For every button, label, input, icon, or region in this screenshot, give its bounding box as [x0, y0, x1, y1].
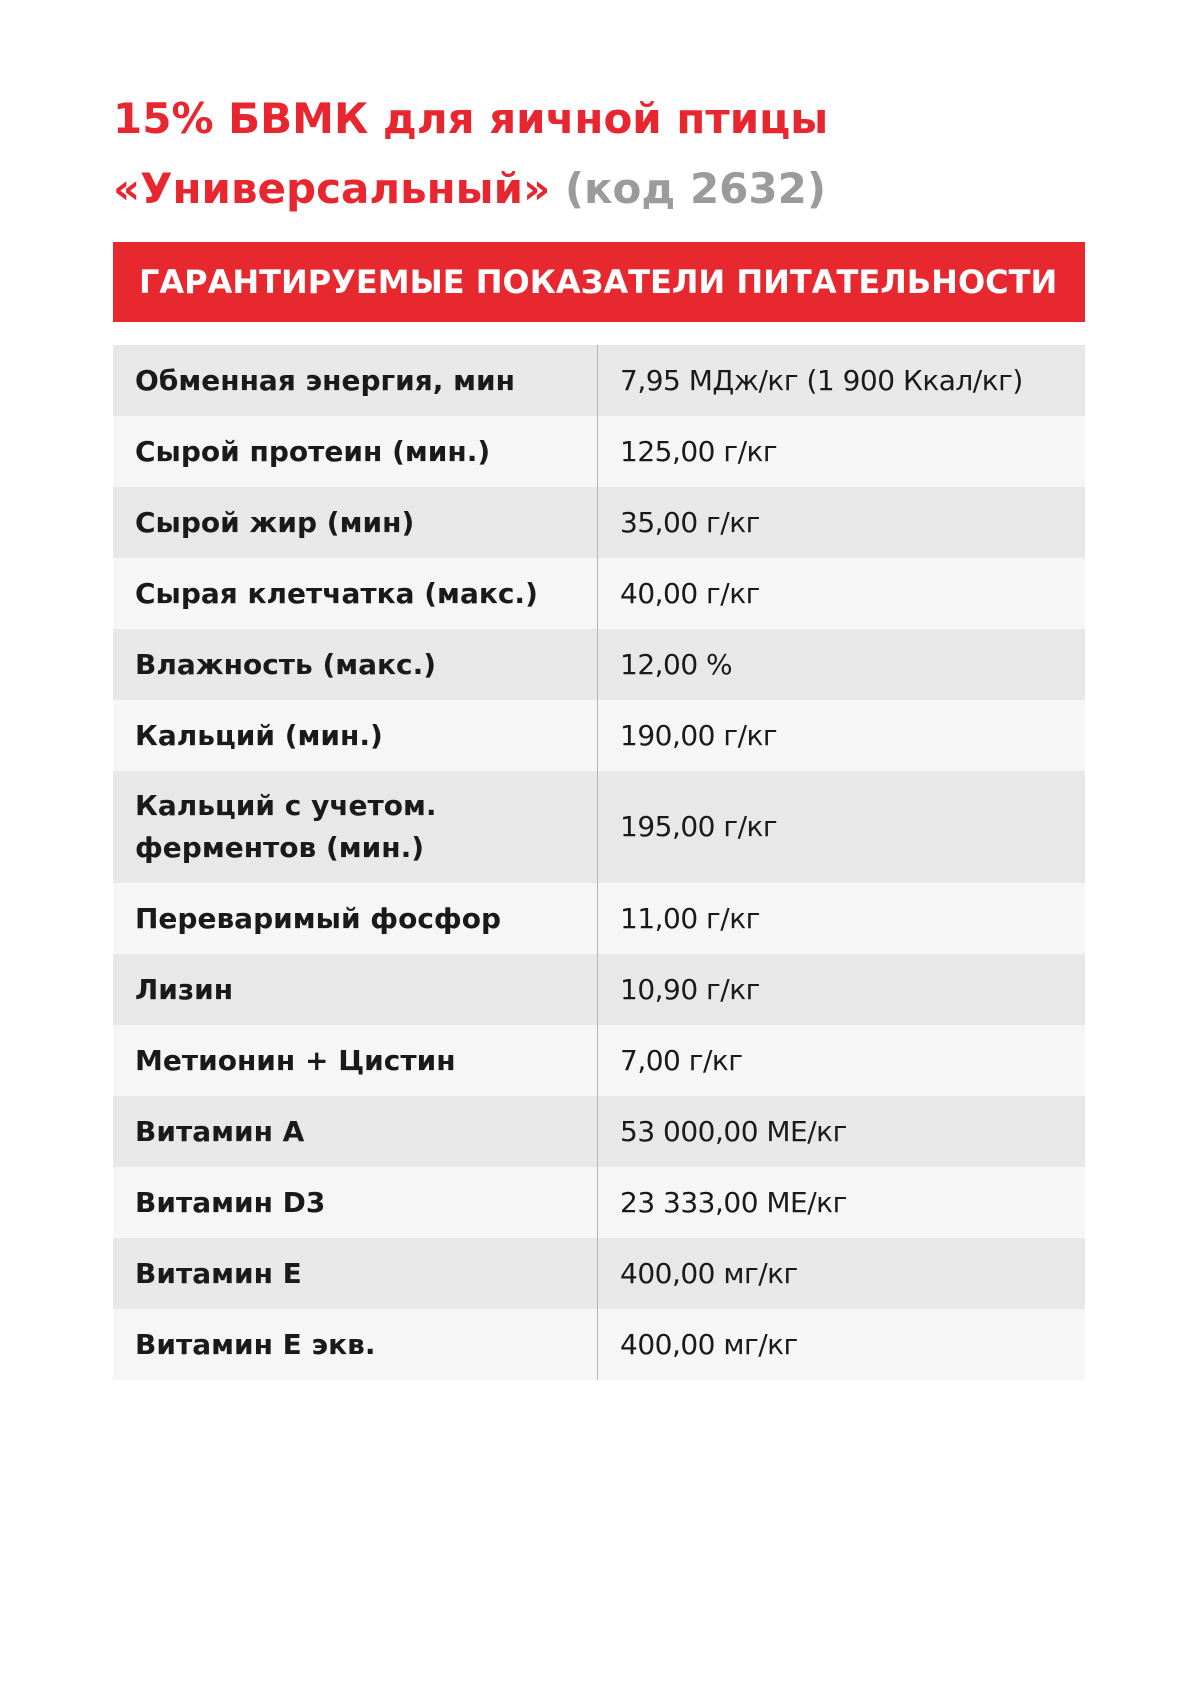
row-label: Витамин А	[113, 1096, 598, 1167]
row-label: Лизин	[113, 954, 598, 1025]
row-value: 10,90 г/кг	[620, 972, 760, 1006]
row-value: 125,00 г/кг	[620, 434, 778, 468]
row-label: Обменная энергия, мин	[113, 345, 598, 416]
product-code: (код 2632)	[564, 164, 827, 213]
table-row	[113, 487, 1085, 558]
row-value: 7,95 МДж/кг (1 900 Ккал/кг)	[620, 363, 1023, 397]
table-row	[113, 1167, 1085, 1238]
row-value: 40,00 г/кг	[620, 576, 760, 610]
table-row	[113, 416, 1085, 487]
row-label: Влажность (макс.)	[113, 629, 598, 700]
row-label: Кальций с учетом. ферментов (мин.)	[113, 771, 598, 883]
row-value: 195,00 г/кг	[620, 810, 778, 843]
row-label: Витамин Е экв.	[113, 1309, 598, 1380]
table-row	[113, 883, 1085, 954]
row-value: 400,00 мг/кг	[620, 1327, 798, 1361]
document-title	[113, 84, 1103, 224]
title-line-1: 15% БВМК для яичной птицы	[113, 94, 829, 143]
row-value: 7,00 г/кг	[620, 1043, 743, 1077]
table-row	[113, 700, 1085, 771]
row-value: 400,00 мг/кг	[620, 1256, 798, 1290]
row-value: 12,00 %	[620, 647, 733, 681]
row-value: 190,00 г/кг	[620, 718, 778, 752]
row-value: 35,00 г/кг	[620, 505, 760, 539]
table-row	[113, 1238, 1085, 1309]
row-label: Метионин + Цистин	[113, 1025, 598, 1096]
row-value: 23 333,00 МЕ/кг	[620, 1185, 847, 1219]
table-row	[113, 345, 1085, 416]
table-row	[113, 558, 1085, 629]
row-label: Переваримый фосфор	[113, 883, 598, 954]
table-row	[113, 1025, 1085, 1096]
table-row	[113, 1096, 1085, 1167]
row-label: Витамин D3	[113, 1167, 598, 1238]
row-value: 11,00 г/кг	[620, 901, 760, 935]
row-value: 53 000,00 МЕ/кг	[620, 1114, 847, 1148]
table-row	[113, 629, 1085, 700]
row-label: Сырой протеин (мин.)	[113, 416, 598, 487]
row-label: Витамин Е	[113, 1238, 598, 1309]
table-row	[113, 771, 1085, 883]
table-row	[113, 1309, 1085, 1380]
title-line-2: «Универсальный»	[113, 164, 551, 213]
table-row	[113, 954, 1085, 1025]
row-label: Кальций (мин.)	[113, 700, 598, 771]
row-label: Сырой жир (мин)	[113, 487, 598, 558]
nutrition-table	[113, 345, 1085, 1380]
row-label: Сырая клетчатка (макс.)	[113, 558, 598, 629]
section-banner: ГАРАНТИРУЕМЫЕ ПОКАЗАТЕЛИ ПИТАТЕЛЬНОСТИ	[113, 242, 1085, 322]
